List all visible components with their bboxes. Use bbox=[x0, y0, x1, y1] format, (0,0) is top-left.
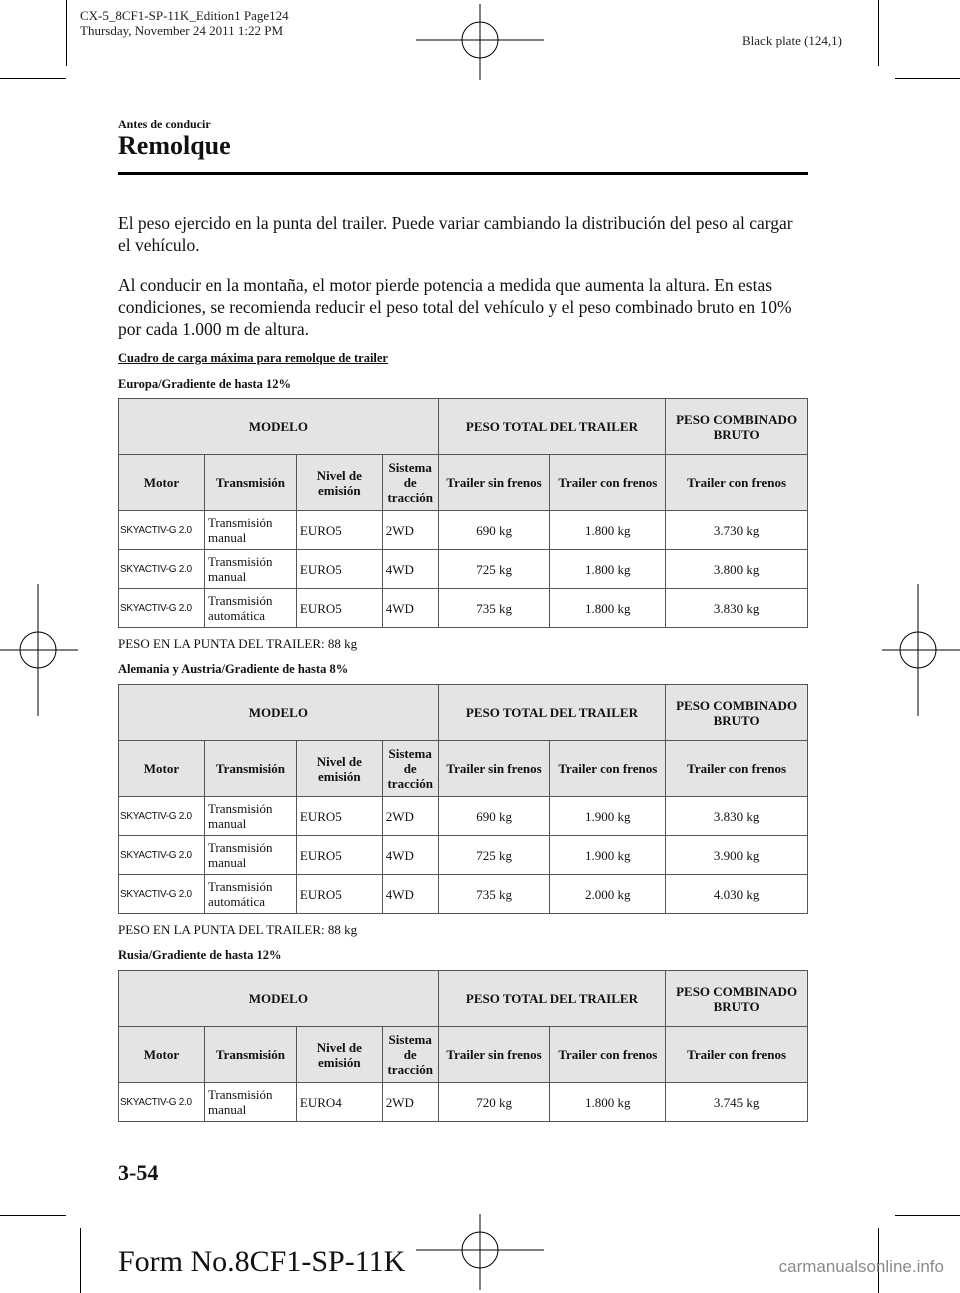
header-sistema: Sistema de tracción bbox=[382, 455, 438, 511]
table-3-caption: Rusia/Gradiente de hasta 12% bbox=[118, 948, 282, 962]
load-table-rusia bbox=[118, 970, 808, 1122]
chart-title: Cuadro de carga máxima para remolque de trailer bbox=[118, 351, 388, 365]
header-motor: Motor bbox=[119, 1027, 205, 1083]
cell-nivel: EURO5 bbox=[296, 836, 382, 875]
header-sistema: Sistema de tracción bbox=[382, 1027, 438, 1083]
table-1-caption: Europa/Gradiente de hasta 12% bbox=[118, 377, 292, 391]
table-1-note: PESO EN LA PUNTA DEL TRAILER: 88 kg bbox=[118, 636, 358, 651]
cell-nivel: EURO4 bbox=[296, 1083, 382, 1122]
header-con-frenos-combinado: Trailer con frenos bbox=[666, 455, 808, 511]
header-con-frenos: Trailer con frenos bbox=[550, 455, 666, 511]
cell-sin-frenos: 720 kg bbox=[438, 1083, 550, 1122]
header-motor: Motor bbox=[119, 455, 205, 511]
header-con-frenos-combinado: Trailer con frenos bbox=[666, 1027, 808, 1083]
cell-sin-frenos: 690 kg bbox=[438, 511, 550, 550]
cell-motor: SKYACTIV-G 2.0 bbox=[119, 550, 205, 589]
cell-transmision: Transmisión automática bbox=[204, 875, 296, 914]
cell-sistema: 4WD bbox=[382, 589, 438, 628]
table-row bbox=[119, 836, 808, 875]
form-number: Form No.8CF1-SP-11K bbox=[118, 1245, 406, 1278]
table-row bbox=[119, 550, 808, 589]
header-transmision: Transmisión bbox=[204, 455, 296, 511]
header-modelo: MODELO bbox=[119, 685, 439, 741]
header-peso-total: PESO TOTAL DEL TRAILER bbox=[438, 399, 665, 455]
cell-sin-frenos: 735 kg bbox=[438, 875, 550, 914]
page-number: 3-54 bbox=[118, 1160, 159, 1185]
cell-combinado: 3.730 kg bbox=[666, 511, 808, 550]
cell-combinado: 4.030 kg bbox=[666, 875, 808, 914]
cell-sin-frenos: 725 kg bbox=[438, 836, 550, 875]
registration-mark-top bbox=[410, 2, 550, 82]
header-con-frenos: Trailer con frenos bbox=[550, 741, 666, 797]
cell-con-frenos: 1.900 kg bbox=[550, 836, 666, 875]
cell-con-frenos: 2.000 kg bbox=[550, 875, 666, 914]
cell-motor: SKYACTIV-G 2.0 bbox=[119, 875, 205, 914]
registration-mark-right bbox=[880, 580, 960, 720]
header-nivel: Nivel de emisión bbox=[296, 1027, 382, 1083]
header-peso-combinado: PESO COMBINADO BRUTO bbox=[666, 971, 808, 1027]
table-row bbox=[119, 875, 808, 914]
cell-sistema: 2WD bbox=[382, 511, 438, 550]
cell-combinado: 3.900 kg bbox=[666, 836, 808, 875]
cell-combinado: 3.830 kg bbox=[666, 797, 808, 836]
header-modelo: MODELO bbox=[119, 399, 439, 455]
header-sin-frenos: Trailer sin frenos bbox=[438, 741, 550, 797]
header-peso-combinado: PESO COMBINADO BRUTO bbox=[666, 399, 808, 455]
watermark: carmanualsonline.info bbox=[778, 1257, 944, 1276]
header-peso-combinado: PESO COMBINADO BRUTO bbox=[666, 685, 808, 741]
print-header-date: Thursday, November 24 2011 1:22 PM bbox=[80, 23, 284, 38]
cell-con-frenos: 1.800 kg bbox=[550, 1083, 666, 1122]
cell-motor: SKYACTIV-G 2.0 bbox=[119, 511, 205, 550]
header-transmision: Transmisión bbox=[204, 1027, 296, 1083]
header-nivel: Nivel de emisión bbox=[296, 455, 382, 511]
cell-transmision: Transmisión manual bbox=[204, 511, 296, 550]
load-table-europa bbox=[118, 398, 808, 628]
cell-sin-frenos: 735 kg bbox=[438, 589, 550, 628]
section-label: Antes de conducir bbox=[118, 117, 211, 131]
paragraph-1: El peso ejercido en la punta del trailer. Puede variar cambiando la distribución del peso al cargar el vehículo. bbox=[118, 213, 793, 255]
cell-combinado: 3.830 kg bbox=[666, 589, 808, 628]
print-header-plate: Black plate (124,1) bbox=[742, 33, 842, 48]
cell-sistema: 2WD bbox=[382, 797, 438, 836]
cell-transmision: Transmisión automática bbox=[204, 589, 296, 628]
cell-nivel: EURO5 bbox=[296, 875, 382, 914]
cell-nivel: EURO5 bbox=[296, 589, 382, 628]
header-sin-frenos: Trailer sin frenos bbox=[438, 455, 550, 511]
cell-nivel: EURO5 bbox=[296, 550, 382, 589]
table-row bbox=[119, 1083, 808, 1122]
page-title: Remolque bbox=[118, 131, 231, 160]
cell-transmision: Transmisión manual bbox=[204, 550, 296, 589]
title-rule bbox=[118, 172, 808, 175]
cell-nivel: EURO5 bbox=[296, 797, 382, 836]
cell-sistema: 4WD bbox=[382, 836, 438, 875]
table-row bbox=[119, 511, 808, 550]
header-peso-total: PESO TOTAL DEL TRAILER bbox=[438, 685, 665, 741]
cell-motor: SKYACTIV-G 2.0 bbox=[119, 836, 205, 875]
cell-sin-frenos: 725 kg bbox=[438, 550, 550, 589]
cell-sistema: 4WD bbox=[382, 550, 438, 589]
cell-combinado: 3.745 kg bbox=[666, 1083, 808, 1122]
registration-mark-left bbox=[0, 580, 80, 720]
header-con-frenos-combinado: Trailer con frenos bbox=[666, 741, 808, 797]
cell-con-frenos: 1.900 kg bbox=[550, 797, 666, 836]
header-transmision: Transmisión bbox=[204, 741, 296, 797]
cell-sin-frenos: 690 kg bbox=[438, 797, 550, 836]
cell-motor: SKYACTIV-G 2.0 bbox=[119, 1083, 205, 1122]
cell-motor: SKYACTIV-G 2.0 bbox=[119, 589, 205, 628]
table-2-note: PESO EN LA PUNTA DEL TRAILER: 88 kg bbox=[118, 922, 358, 937]
cell-transmision: Transmisión manual bbox=[204, 836, 296, 875]
header-con-frenos: Trailer con frenos bbox=[550, 1027, 666, 1083]
header-motor: Motor bbox=[119, 741, 205, 797]
header-peso-total: PESO TOTAL DEL TRAILER bbox=[438, 971, 665, 1027]
cell-motor: SKYACTIV-G 2.0 bbox=[119, 797, 205, 836]
cell-combinado: 3.800 kg bbox=[666, 550, 808, 589]
paragraph-2: Al conducir en la montaña, el motor pierde potencia a medida que aumenta la altura. En estas condiciones, se recomienda reducir el peso total del vehículo y el peso combinado bruto en 10% por cada 1.000 m de altura. bbox=[118, 275, 792, 339]
cell-con-frenos: 1.800 kg bbox=[550, 589, 666, 628]
header-sin-frenos: Trailer sin frenos bbox=[438, 1027, 550, 1083]
cell-sistema: 2WD bbox=[382, 1083, 438, 1122]
table-row bbox=[119, 797, 808, 836]
table-2-caption: Alemania y Austria/Gradiente de hasta 8% bbox=[118, 662, 349, 676]
header-modelo: MODELO bbox=[119, 971, 439, 1027]
cell-transmision: Transmisión manual bbox=[204, 1083, 296, 1122]
cell-transmision: Transmisión manual bbox=[204, 797, 296, 836]
cell-nivel: EURO5 bbox=[296, 511, 382, 550]
cell-con-frenos: 1.800 kg bbox=[550, 550, 666, 589]
header-sistema: Sistema de tracción bbox=[382, 741, 438, 797]
header-nivel: Nivel de emisión bbox=[296, 741, 382, 797]
table-row bbox=[119, 589, 808, 628]
registration-mark-bottom bbox=[410, 1212, 550, 1292]
cell-con-frenos: 1.800 kg bbox=[550, 511, 666, 550]
cell-sistema: 4WD bbox=[382, 875, 438, 914]
load-table-alemania-austria bbox=[118, 684, 808, 914]
print-header-file: CX-5_8CF1-SP-11K_Edition1 Page124 bbox=[80, 8, 289, 23]
